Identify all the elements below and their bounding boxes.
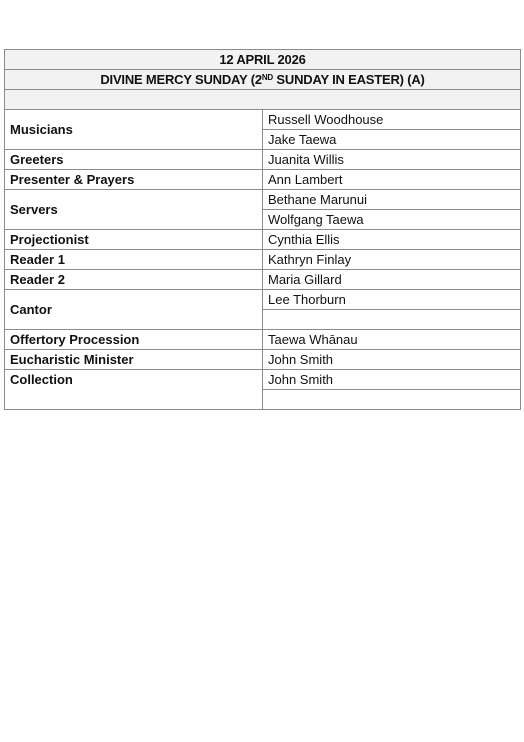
date-row: [5, 50, 521, 70]
roster-table: [4, 49, 521, 410]
table-row: [5, 110, 521, 130]
name-offertory-procession: Taewa Whānau: [263, 330, 521, 350]
table-row: [5, 270, 521, 290]
role-eucharistic-minister: Eucharistic Minister: [5, 350, 263, 370]
name-cantor-2: [263, 310, 521, 330]
service-title-rest: SUNDAY IN EASTER) (A): [273, 72, 425, 87]
name-projectionist: Cynthia Ellis: [263, 230, 521, 250]
role-reader-2: Reader 2: [5, 270, 263, 290]
name-servers-2: Wolfgang Taewa: [263, 210, 521, 230]
table-row: [5, 230, 521, 250]
table-row: [5, 350, 521, 370]
role-reader-1: Reader 1: [5, 250, 263, 270]
role-servers: Servers: [5, 190, 263, 230]
date-heading: 12 APRIL 2026: [5, 50, 521, 70]
spacer-row: [5, 90, 521, 110]
service-title-superscript: ND: [261, 73, 274, 82]
table-row: [5, 330, 521, 350]
roster-sheet: [4, 49, 521, 410]
table-row: [5, 250, 521, 270]
name-musicians-1: Russell Woodhouse: [263, 110, 521, 130]
role-cantor: Cantor: [5, 290, 263, 330]
table-row: [5, 190, 521, 210]
name-collection-1: John Smith: [263, 370, 521, 390]
role-projectionist: Projectionist: [5, 230, 263, 250]
table-row: [5, 290, 521, 310]
spacer-cell: [5, 90, 521, 110]
table-row: [5, 170, 521, 190]
table-row: [5, 150, 521, 170]
role-greeters: Greeters: [5, 150, 263, 170]
name-greeters: Juanita Willis: [263, 150, 521, 170]
service-title-main: DIVINE MERCY SUNDAY (2: [100, 72, 262, 87]
name-servers-1: Bethane Marunui: [263, 190, 521, 210]
name-musicians-2: Jake Taewa: [263, 130, 521, 150]
name-reader-2: Maria Gillard: [263, 270, 521, 290]
table-row: [5, 370, 521, 390]
role-presenter-prayers: Presenter & Prayers: [5, 170, 263, 190]
name-collection-2: [263, 390, 521, 410]
role-collection: Collection: [5, 370, 263, 410]
role-offertory-procession: Offertory Procession: [5, 330, 263, 350]
name-presenter-prayers: Ann Lambert: [263, 170, 521, 190]
name-reader-1: Kathryn Finlay: [263, 250, 521, 270]
name-eucharistic-minister: John Smith: [263, 350, 521, 370]
name-cantor-1: Lee Thorburn: [263, 290, 521, 310]
service-title: [5, 70, 521, 90]
role-musicians: Musicians: [5, 110, 263, 150]
title-row: [5, 70, 521, 90]
